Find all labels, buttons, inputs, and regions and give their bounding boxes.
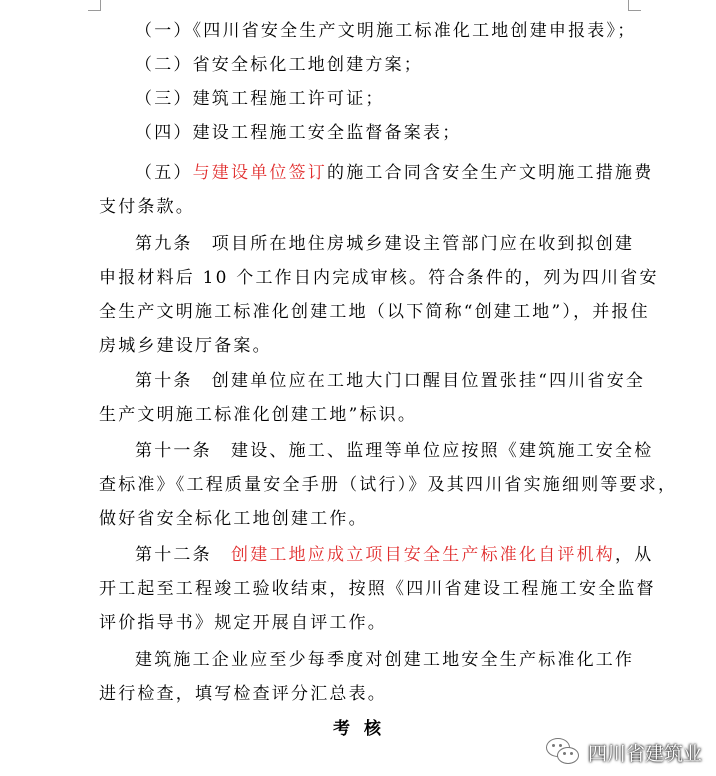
article-11 [99,434,678,536]
paragraph-line: 第九条 项目所在地住房城乡建设主管部门应在收到拟创建 [135,234,635,254]
list-item-5-line2: 支付条款。 [99,197,195,217]
paragraph-line: 进行检查，填写检查评分汇总表。 [99,684,387,704]
paragraph-line: 查标准》《工程质量安全手册（试行）》及其四川省实施细则等要求， [99,475,678,495]
article-12-line1 [99,538,654,572]
article-12 [99,538,656,640]
list-item: （二）省安全标化工地创建方案； [135,55,423,75]
list-item-5 [99,156,654,224]
paragraph-line: 开工起至工程竣工验收结束，按照《四川省建设工程施工安全监督 [99,579,656,599]
highlighted-text: 与建设单位签订 [192,163,328,183]
wechat-icon [546,738,580,766]
margin-mark-top-left [88,0,101,11]
watermark-text: 四川省建筑业 [587,742,702,765]
paragraph-line: 申报材料后 10 个工作日内完成审核。符合条件的，列为四川省安 [99,268,659,288]
section-heading: 考核 [333,719,395,739]
list-item-5-line1 [99,156,654,190]
paragraph-line: 建筑施工企业应至少每季度对创建工地安全生产标准化工作 [135,650,635,670]
article-9 [99,227,659,363]
list-item: （三）建筑工程施工许可证； [135,89,385,109]
paragraph-line: 生产文明施工标准化创建工地”标识。 [99,405,418,425]
paragraph-line: 第十一条 建设、施工、监理等单位应按照《建筑施工安全检 [135,441,654,461]
item-list [99,14,637,150]
paragraph-line: 评价指导书》规定开展自评工作。 [99,613,387,633]
article-12-prefix: 第十二条 [135,545,231,565]
list-item: （一）《四川省安全生产文明施工标准化工地创建申报表》； [135,21,637,41]
paragraph-line: 做好省安全标化工地创建工作。 [99,509,368,529]
paragraph-line: 全生产文明施工标准化创建工地（以下简称“创建工地”），并报住 [99,302,650,322]
article-12-rest: ，从 [615,545,654,565]
paragraph-line: 第十条 创建单位应在工地大门口醒目位置张挂“四川省安全 [135,371,646,391]
list-item-5-prefix: （五） [135,163,193,183]
article-10 [99,364,646,432]
watermark [546,734,702,770]
paragraph-line: 房城乡建设厅备案。 [99,336,272,356]
list-item-5-rest: 的施工合同含安全生产文明施工措施费 [327,163,654,183]
highlighted-text: 创建工地应成立项目安全生产标准化自评机构 [231,545,615,565]
closing-paragraph [99,643,635,711]
margin-mark-top-right [628,0,641,11]
list-item: （四）建设工程施工安全监督备案表； [135,123,462,143]
